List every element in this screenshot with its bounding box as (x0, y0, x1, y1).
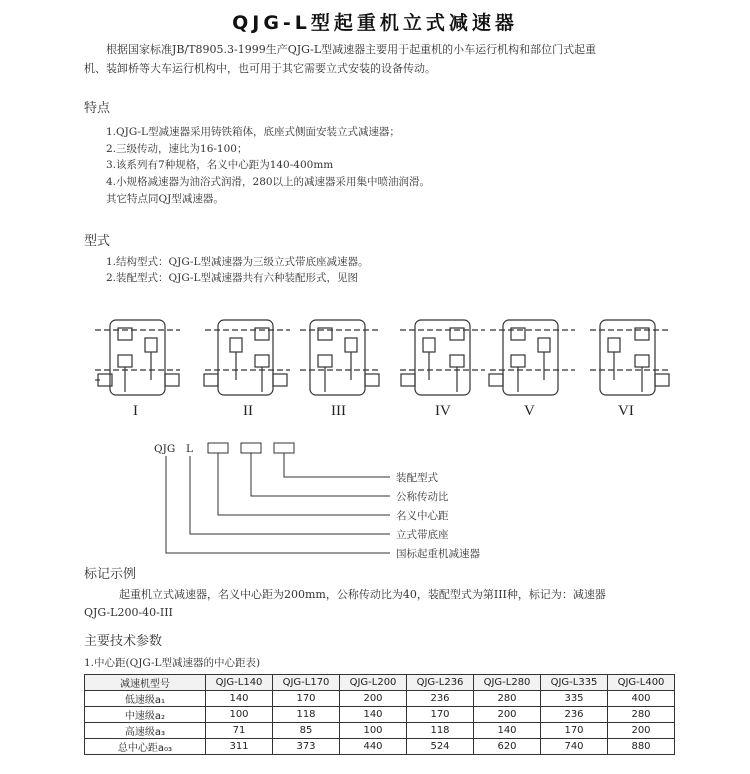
table-header-cell: QJG-L140 (206, 675, 273, 691)
assembly-form-label: VI (618, 403, 634, 419)
table-cell: 440 (340, 739, 407, 755)
intro-line-1: 根据国家标准JB/T8905.3-1999生产QJG-L型减速器主要用于起重机的小车运行机构和部位门式起重 (106, 43, 597, 56)
code-l: L (186, 443, 193, 455)
table-row-label: 总中心距a₀₃ (85, 739, 206, 755)
code-qjg: QJG (154, 443, 176, 455)
feature-item: 2.三级传动，速比为16-100； (106, 143, 248, 155)
table-cell: 100 (206, 707, 273, 723)
assembly-form-label: I (133, 403, 138, 419)
designation-diagram (0, 430, 750, 560)
type-item: 2.装配型式：QJG-L型减速器共有六种装配形式，见图 (106, 272, 358, 284)
feature-item: 4.小规格减速器为油浴式润滑，280以上的减速器采用集中喷油润滑。 (106, 176, 431, 188)
table-cell: 200 (608, 723, 675, 739)
table-cell: 118 (407, 723, 474, 739)
table-cell: 140 (340, 707, 407, 723)
types-heading: 型式 (84, 234, 111, 249)
code-box (208, 443, 228, 453)
table-cell: 100 (340, 723, 407, 739)
table-header-cell: 减速机型号 (85, 675, 206, 691)
type-item: 1.结构型式：QJG-L型减速器为三级立式带底座减速器。 (106, 256, 369, 268)
table-cell: 400 (608, 691, 675, 707)
table-row (85, 739, 675, 755)
table-cell: 236 (407, 691, 474, 707)
table-header-cell: QJG-L236 (407, 675, 474, 691)
table-cell: 280 (474, 691, 541, 707)
intro-line-2: 机、装卸桥等大车运行机构中，也可用于其它需要立式安装的设备传动。 (84, 62, 436, 75)
feature-item: 1.QJG-L型减速器采用铸铁箱体，底座式侧面安装立式减速器； (106, 126, 400, 138)
table-cell: 170 (541, 723, 608, 739)
marking-line-2: QJG-L200-40-III (84, 606, 173, 619)
table-header-cell: QJG-L170 (273, 675, 340, 691)
table-cell: 524 (407, 739, 474, 755)
table-cell: 71 (206, 723, 273, 739)
table-cell: 140 (474, 723, 541, 739)
table-cell: 140 (206, 691, 273, 707)
table-cell: 170 (407, 707, 474, 723)
assembly-form-label: III (331, 403, 346, 419)
table-header-cell: QJG-L400 (608, 675, 675, 691)
page-title: QJG-L型起重机立式减速器 (232, 12, 518, 34)
table-row (85, 723, 675, 739)
assembly-form-drawing (95, 320, 180, 395)
code-box (274, 443, 294, 453)
designation-label: 立式带底座 (396, 529, 449, 541)
table-cell: 335 (541, 691, 608, 707)
table-row-label: 中速级a₂ (85, 707, 206, 723)
table-cell: 311 (206, 739, 273, 755)
center-distance-table (84, 674, 675, 755)
table-row-label: 高速级a₃ (85, 723, 206, 739)
table-cell: 620 (474, 739, 541, 755)
table-cell: 740 (541, 739, 608, 755)
designation-label: 名义中心距 (396, 510, 449, 522)
feature-item: 3.该系列有7种规格，名义中心距为140-400mm (106, 159, 334, 171)
table-cell: 85 (273, 723, 340, 739)
table-row (85, 707, 675, 723)
table-cell: 200 (340, 691, 407, 707)
table-row (85, 691, 675, 707)
assembly-form-label: II (243, 403, 253, 419)
assembly-form-label: V (524, 403, 535, 419)
params-heading: 主要技术参数 (84, 634, 163, 649)
marking-heading: 标记示例 (84, 567, 137, 582)
feature-item: 其它特点同QJ型减速器。 (106, 193, 224, 205)
marking-line-1: 起重机立式减速器，名义中心距为200mm，公称传动比为40，装配型式为第III种，标记为：减速器 (119, 588, 606, 601)
table-row-label: 低速级a₁ (85, 691, 206, 707)
designation-label: 公称传动比 (396, 491, 449, 503)
table-cell: 170 (273, 691, 340, 707)
assembly-form-label: IV (435, 403, 451, 419)
table-header-cell: QJG-L280 (474, 675, 541, 691)
designation-label: 装配型式 (396, 472, 438, 484)
table-header-cell: QJG-L200 (340, 675, 407, 691)
designation-label: 国标起重机减速器 (396, 548, 480, 560)
table-cell: 200 (474, 707, 541, 723)
table-cell: 236 (541, 707, 608, 723)
table-caption: 1.中心距(QJG-L型减速器的中心距表) (84, 657, 261, 669)
table-cell: 280 (608, 707, 675, 723)
table-header-row (85, 675, 675, 691)
table-cell: 373 (273, 739, 340, 755)
table-cell: 118 (273, 707, 340, 723)
assembly-forms-drawing (0, 310, 750, 410)
table-cell: 880 (608, 739, 675, 755)
code-box (241, 443, 261, 453)
table-header-cell: QJG-L335 (541, 675, 608, 691)
features-heading: 特点 (84, 101, 111, 116)
